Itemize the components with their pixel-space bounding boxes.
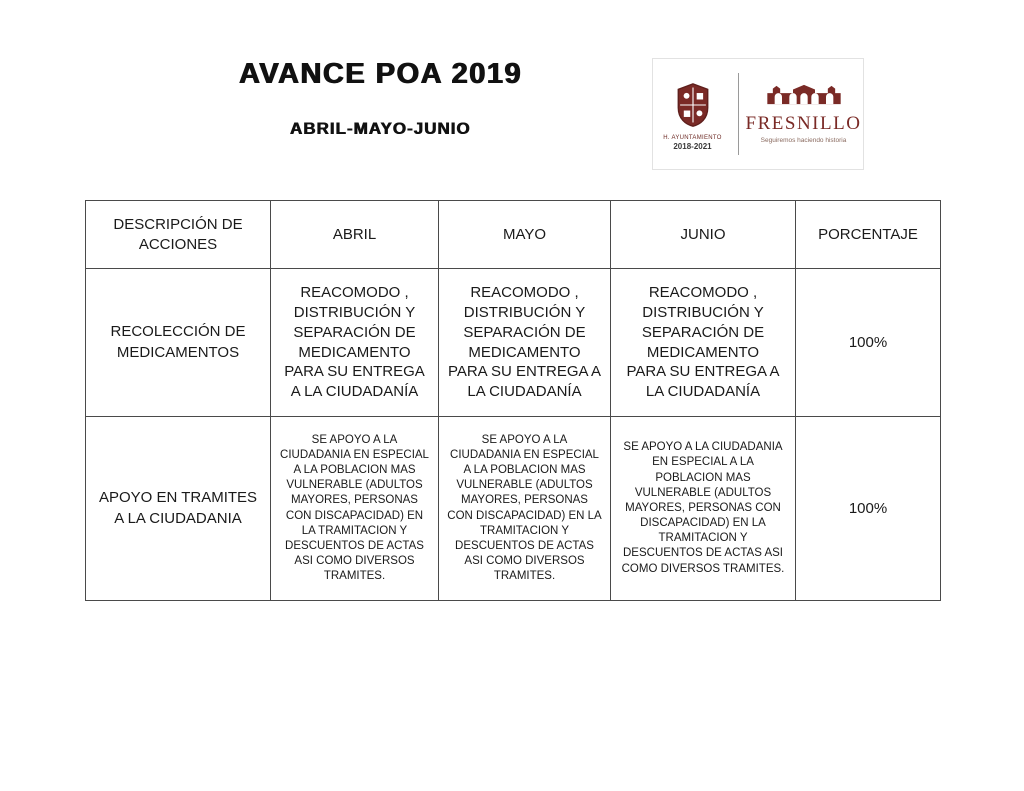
table-cell-porcentaje: 100% <box>796 417 941 601</box>
table-row-recoleccion <box>86 269 941 417</box>
table-cell-porcentaje: 100% <box>796 269 941 417</box>
col-header-junio: JUNIO <box>611 201 796 269</box>
page-title: AVANCE POA 2019 <box>238 58 522 90</box>
col-header-porcentaje: PORCENTAJE <box>796 201 941 269</box>
shield-icon <box>673 115 713 132</box>
logo-municipality-label: H. AYUNTAMIENTO <box>663 134 722 141</box>
header-title-block <box>160 58 600 139</box>
col-header-descripcion: DESCRIPCIÓN DE ACCIONES <box>86 201 271 269</box>
table-cell-mayo: SE APOYO A LA CIUDADANIA EN ESPECIAL A LA POBLACION MAS VULNERABLE (ADULTOS MAYORES, PERSONAS CON DISCAPACIDAD) EN LA TRAMITACION Y DESCUENTOS DE ACTAS ASI COMO DIVERSOS TRAMITES. <box>439 417 611 601</box>
table-cell-action: RECOLECCIÓN DE MEDICAMENTOS <box>86 269 271 417</box>
table-cell-abril: SE APOYO A LA CIUDADANIA EN ESPECIAL A LA POBLACION MAS VULNERABLE (ADULTOS MAYORES, PERSONAS CON DISCAPACIDAD) EN LA TRAMITACION Y DESCUENTOS DE ACTAS ASI COMO DIVERSOS TRAMITES. <box>271 417 439 601</box>
logo-divider <box>738 73 739 155</box>
logo-city-wordmark: FRESNILLO <box>745 113 862 134</box>
table-cell-action: APOYO EN TRAMITES A LA CIUDADANIA <box>86 417 271 601</box>
fresnillo-logo <box>652 58 864 170</box>
table-cell-mayo: REACOMODO , DISTRIBUCIÓN Y SEPARACIÓN DE MEDICAMENTO PARA SU ENTREGA A LA CIUDADANÍA <box>439 269 611 417</box>
building-icon <box>762 93 846 110</box>
col-header-abril: ABRIL <box>271 201 439 269</box>
table-row-apoyo <box>86 417 941 601</box>
logo-wordmark-block <box>745 84 863 144</box>
table-cell-junio: SE APOYO A LA CIUDADANIA EN ESPECIAL A LA POBLACION MAS VULNERABLE (ADULTOS MAYORES, PERSONAS CON DISCAPACIDAD) EN LA TRAMITACION Y DESCUENTOS DE ACTAS ASI COMO DIVERSOS TRAMITES. <box>611 417 796 601</box>
logo-term-label: 2018-2021 <box>673 141 712 151</box>
table-cell-junio: REACOMODO , DISTRIBUCIÓN Y SEPARACIÓN DE MEDICAMENTO PARA SU ENTREGA A LA CIUDADANÍA <box>611 269 796 417</box>
logo-tagline: Seguiremos haciendo historia <box>760 137 847 144</box>
poa-progress-table <box>85 200 941 601</box>
table-cell-abril: REACOMODO , DISTRIBUCIÓN Y SEPARACIÓN DE MEDICAMENTO PARA SU ENTREGA A LA CIUDADANÍA <box>271 269 439 417</box>
col-header-mayo: MAYO <box>439 201 611 269</box>
table-header-row <box>86 201 941 269</box>
page-subtitle: ABRIL-MAYO-JUNIO <box>289 119 471 138</box>
logo-shield-block <box>654 78 732 151</box>
